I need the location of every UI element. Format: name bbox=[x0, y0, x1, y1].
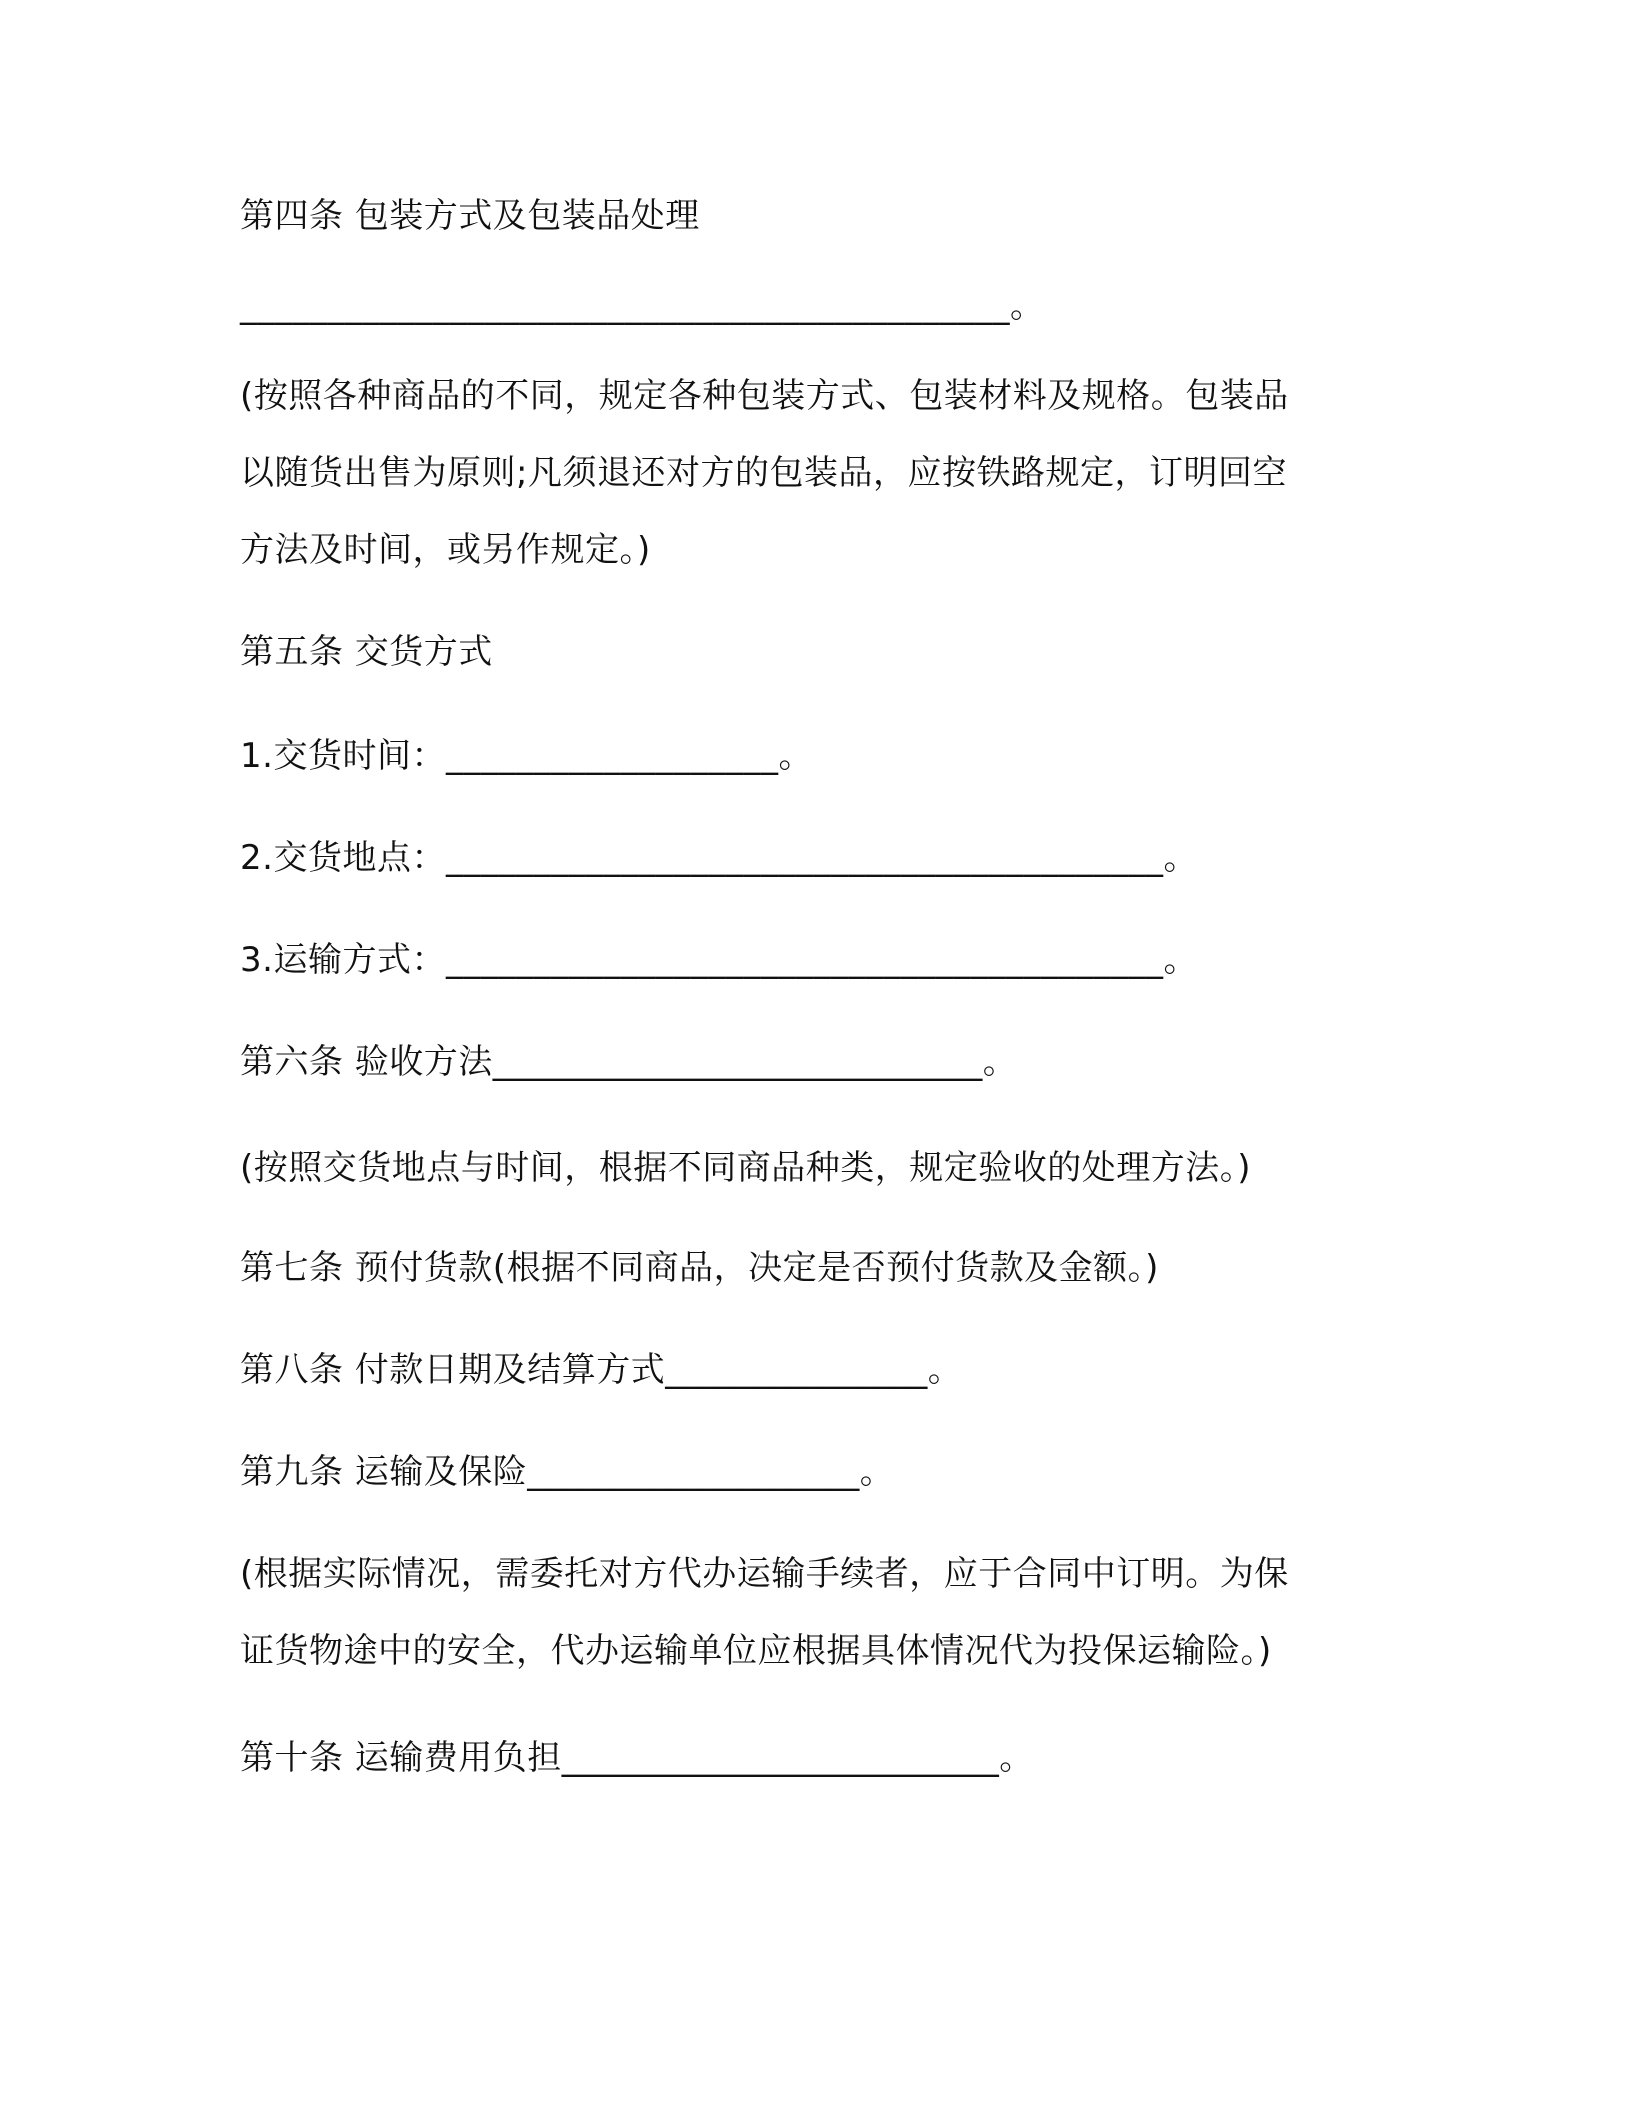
article-4-note bbox=[240, 358, 1380, 589]
article-5-title: 第五条 交货方式 bbox=[240, 632, 493, 672]
article-4-blank: ____________________________________________。 bbox=[240, 286, 1045, 326]
article-7-title: 第七条 预付货款(根据不同商品，决定是否预付货款及金额。) bbox=[240, 1248, 1159, 1288]
article-6-title: 第六条 验收方法____________________________。 bbox=[240, 1042, 1018, 1082]
article-8-title: 第八条 付款日期及结算方式_______________。 bbox=[240, 1350, 963, 1390]
article-10-title: 第十条 运输费用负担_________________________。 bbox=[240, 1738, 1034, 1778]
article-4-note-line-3: 方法及时间，或另作规定。) bbox=[240, 530, 651, 570]
article-9-note-line-1: (根据实际情况，需委托对方代办运输手续者，应于合同中订明。为保 bbox=[240, 1554, 1289, 1594]
article-9-title: 第九条 运输及保险___________________。 bbox=[240, 1452, 895, 1492]
article-9-note-line-2: 证货物途中的安全，代办运输单位应根据具体情况代为投保运输险。) bbox=[240, 1631, 1272, 1671]
article-4-title: 第四条 包装方式及包装品处理 bbox=[240, 196, 700, 236]
article-6-note: (按照交货地点与时间，根据不同商品种类，规定验收的处理方法。) bbox=[240, 1148, 1252, 1188]
article-5-item-1: 1.交货时间：___________________。 bbox=[240, 736, 813, 776]
article-4-note-line-1: (按照各种商品的不同，规定各种包装方式、包装材料及规格。包装品 bbox=[240, 376, 1289, 416]
article-9-note bbox=[240, 1536, 1380, 1690]
article-5-item-3: 3.运输方式：_________________________________________。 bbox=[240, 940, 1198, 980]
article-4-note-line-2: 以随货出售为原则;凡须退还对方的包装品，应按铁路规定，订明回空 bbox=[240, 453, 1287, 493]
article-5-item-2: 2.交货地点：_________________________________________。 bbox=[240, 838, 1198, 878]
